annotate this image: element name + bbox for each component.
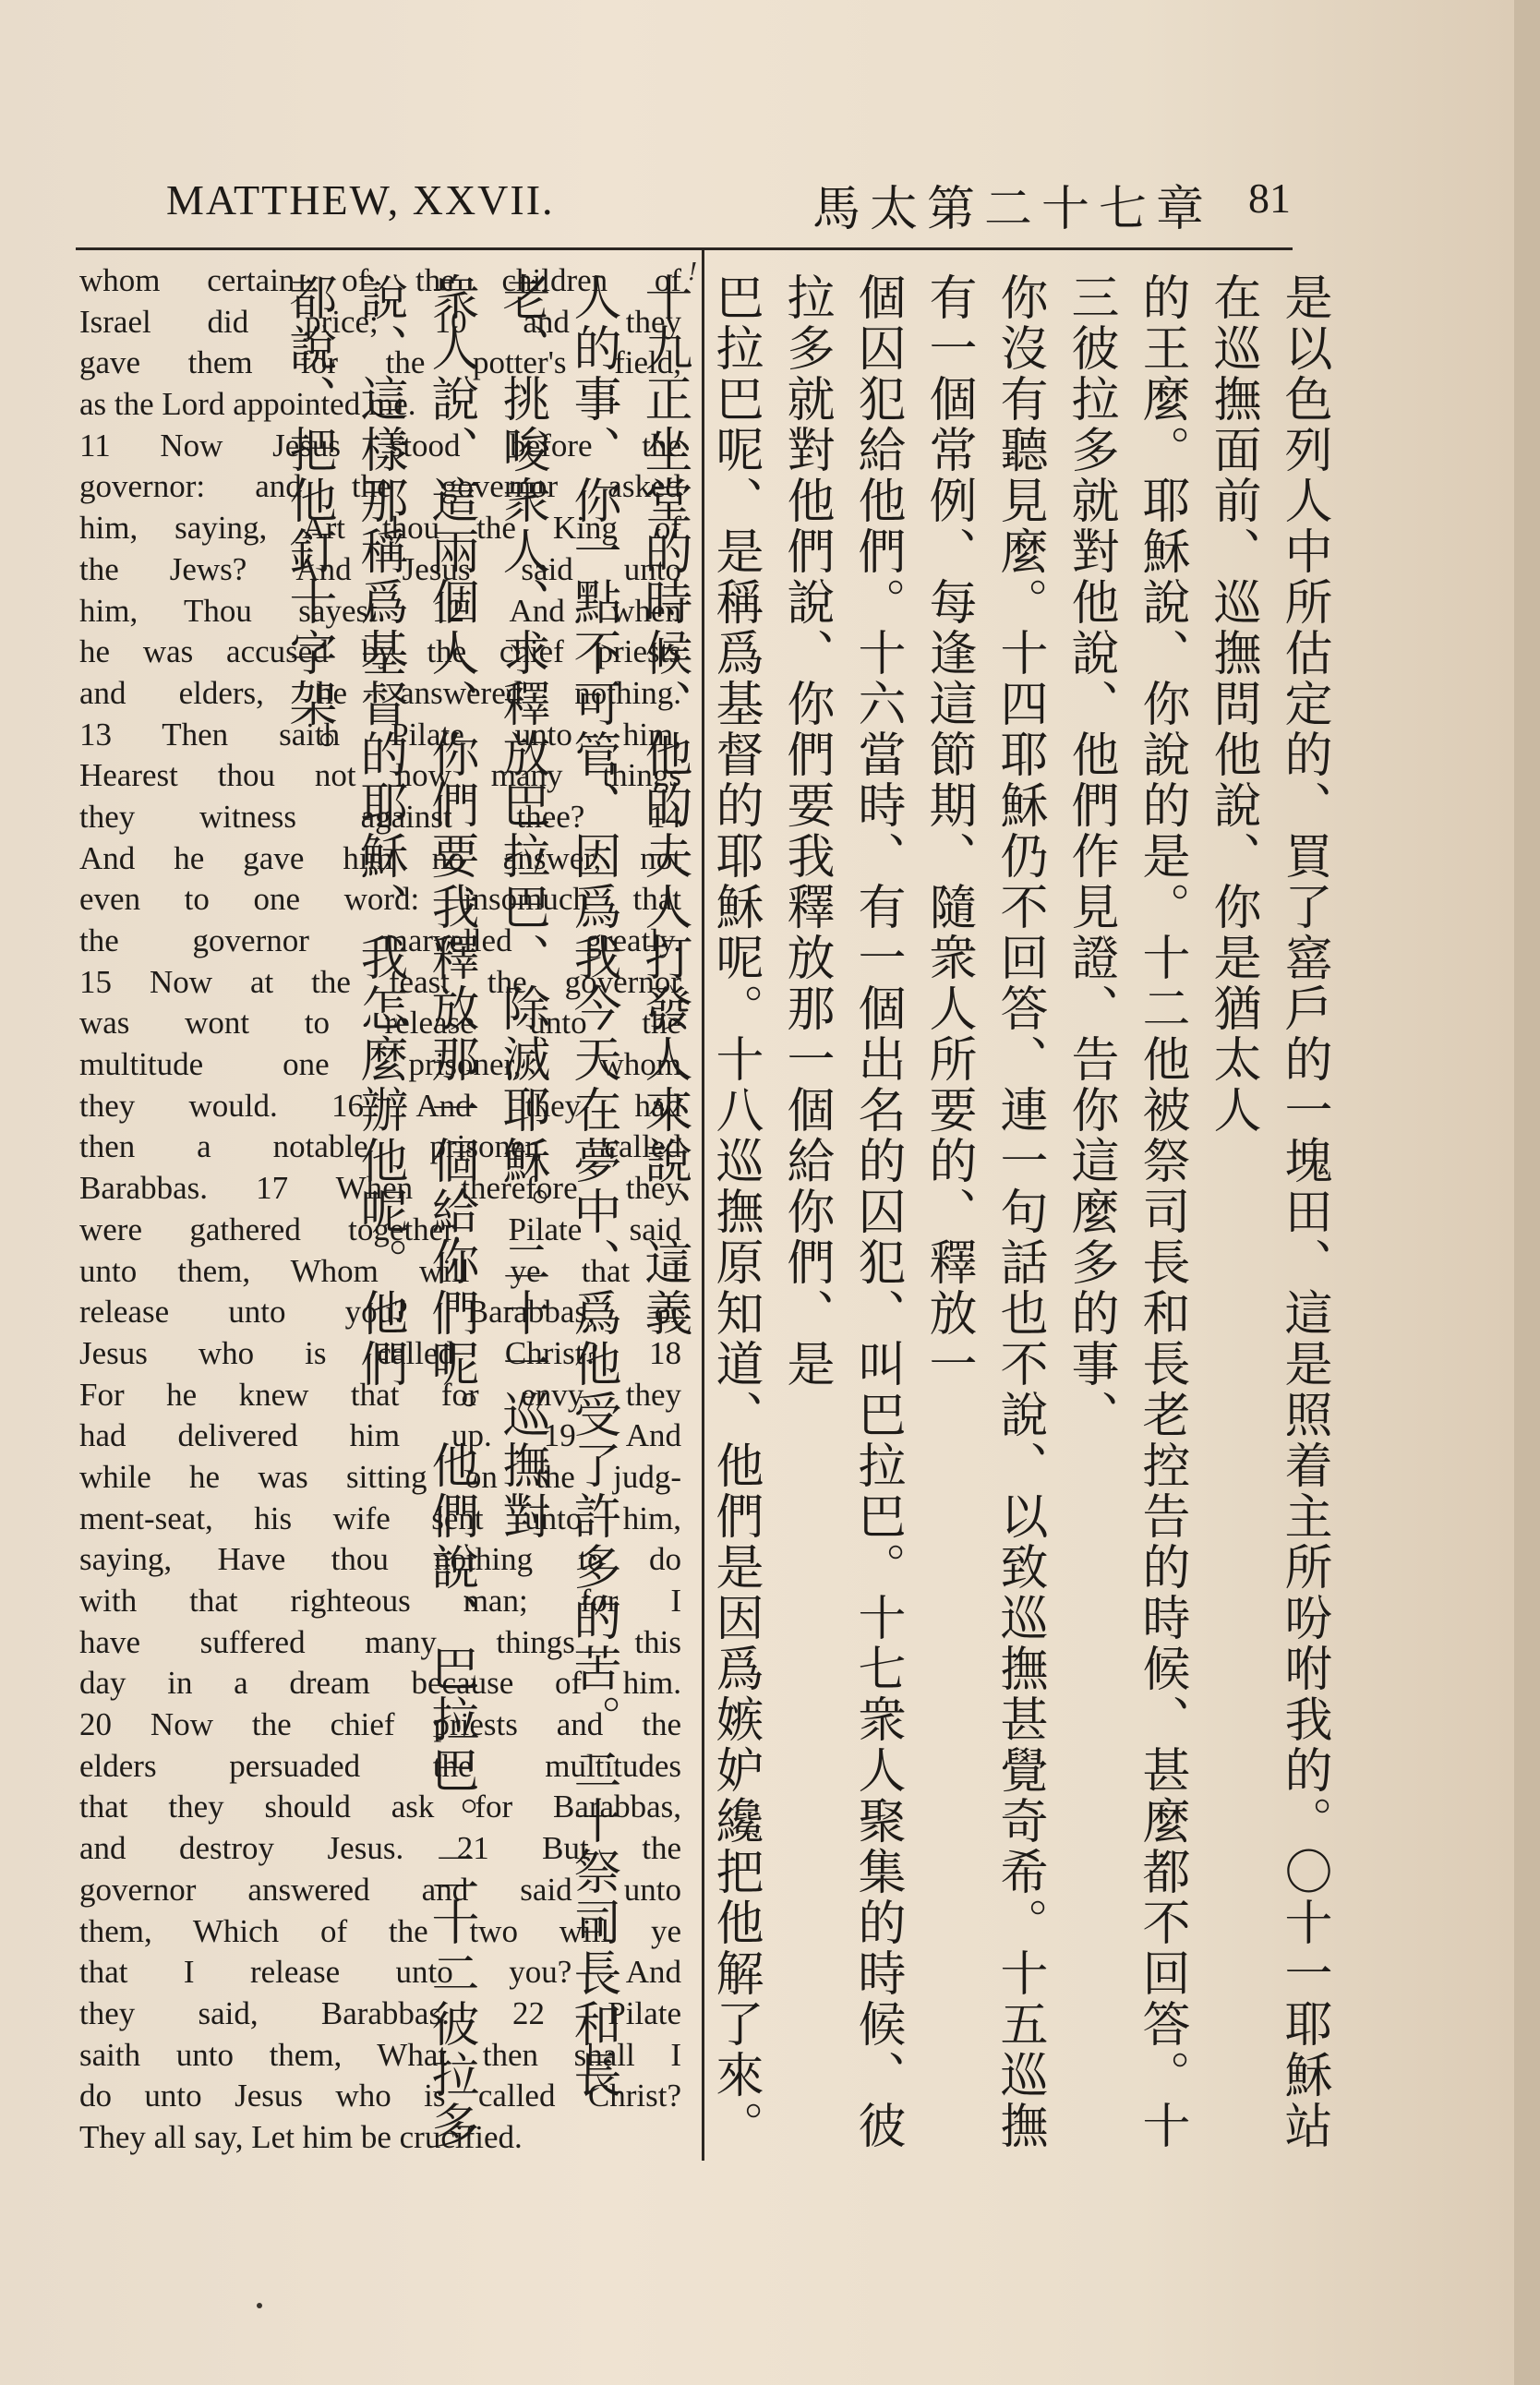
english-line: and destroy Jesus. 21 But the [79, 1830, 681, 1867]
english-line: governor: and the governor asked [79, 468, 681, 505]
english-line: the Jews? And Jesus said unto [79, 550, 681, 587]
english-line: with that righteous man; for I [79, 1583, 681, 1619]
divider-mark: ! [688, 259, 698, 286]
english-line: they said, Barabbas. 22 Pilate [79, 1994, 681, 2031]
page-number: 81 [1248, 175, 1291, 222]
english-line: Israel did price; 10 and they [79, 303, 681, 340]
english-line: And he gave him no answer, not [79, 839, 681, 876]
english-line: them, Which of the two will ye [79, 1912, 681, 1949]
english-line: day in a dream because of him. [79, 1665, 681, 1702]
english-line: ment-seat, his wife sent unto him, [79, 1500, 681, 1536]
english-line: They all say, Let him be crucified. [79, 2118, 523, 2155]
running-head [0, 166, 1514, 240]
english-line: that I release unto you? And [79, 1954, 681, 1991]
chinese-column: 巴拉巴呢、是稱爲基督的耶穌呢。十八巡撫原知道、他們是因爲嫉妒纔把他解了來。十九正坐堂的時候、他的夫人打發人來說、這義 [636, 272, 763, 2151]
english-line: they witness against thee? 14 [79, 798, 681, 835]
english-line: had delivered him up. 19 And [79, 1417, 681, 1454]
english-line: even to one word: insomuch that [79, 881, 681, 918]
chinese-column: 人的事、你一點不可管、因爲我今天在夢中、爲他受了許多的苦。二十祭司長和長老、挑唆衆人、求釋放巴拉巴、除滅耶穌。二十一巡撫對 [494, 272, 620, 2101]
chinese-column: 都說、把他釘十字架。 [281, 272, 336, 780]
chinese-column: 你沒有聽見麼。十四耶穌仍不回答、連一句話也不說、以致巡撫甚覺奇希。十五巡撫有一個常例、每逢這節期、隨衆人所要的、釋放一 [920, 272, 1047, 2151]
english-line: and elders, he answered nothing. [79, 674, 681, 711]
english-line: him, saying, Art thou the King of [79, 510, 681, 547]
english-line: while he was sitting on the judg- [79, 1458, 681, 1495]
english-line: as the Lord appointed me. [79, 386, 416, 423]
english-line: saying, Have thou nothing to do [79, 1541, 681, 1578]
english-line: the governor marvelled greatly. [79, 922, 681, 958]
print-speck [257, 2303, 262, 2308]
english-line: him, Thou sayest. 12 And when [79, 592, 681, 629]
english-line: 15 Now at the feast the governor [79, 963, 681, 1000]
english-line: have suffered many things this [79, 1623, 681, 1660]
english-line: were gathered together, Pilate said [79, 1211, 681, 1247]
english-line: whom certain of the children of [79, 262, 681, 298]
english-running-title: MATTHEW, XXVII. [166, 176, 555, 223]
english-line: governor answered and said unto [79, 1871, 681, 1908]
english-line: saith unto them, What then shall I [79, 2036, 681, 2073]
english-line: gave them for the potter's field, [79, 344, 681, 381]
header-rule [76, 247, 1293, 250]
english-line: multitude one prisoner, whom [79, 1046, 681, 1083]
chinese-column: 個囚犯給他們。十六當時、有一個出名的囚犯、叫巴拉巴。十七衆人聚集的時候、彼拉多就對他們說、你們要我釋放那一個給你們、是 [778, 272, 905, 2151]
english-line: Jesus who is called Christ? 18 [79, 1334, 681, 1371]
chinese-column: 衆人說、這兩個人、你們要我釋放那一個給你們呢。他們說、巴拉巴。二十二彼拉多說、這樣那稱爲基督的耶穌、我怎麼辦他呢。他們 [352, 272, 478, 2151]
english-line: Barabbas. 17 When therefore they [79, 1170, 681, 1207]
english-line: was wont to release unto the [79, 1005, 681, 1042]
english-line: elders persuaded the multitudes [79, 1747, 681, 1784]
english-line: 20 Now the chief priests and the [79, 1706, 681, 1743]
english-line: he was accused by the chief priests [79, 633, 681, 670]
chinese-running-title: 馬太第二十七章 [812, 182, 1214, 237]
english-line: Hearest thou not how many things [79, 757, 681, 794]
english-line: 11 Now Jesus stood before the [79, 427, 681, 464]
english-line: 13 Then saith Pilate unto him, [79, 716, 681, 753]
chinese-column: 是以色列人中所估定的、買了窰戶的一塊田、這是照着主所吩咐我的。〇十一耶穌站在巡撫面前、巡撫問他說、你是猶太人 [1205, 272, 1331, 2151]
english-line: that they should ask for Barabbas, [79, 1789, 681, 1825]
english-line: do unto Jesus who is called Christ? [79, 2078, 681, 2114]
english-line: then a notable prisoner, called [79, 1128, 681, 1165]
english-line: they would. 16 And they had [79, 1087, 681, 1124]
english-line: For he knew that for envy they [79, 1376, 681, 1413]
chinese-column: 的王麼。耶穌說、你說的是。十二他被祭司長和長老控告的時候、甚麼都不回答。十三彼拉多就對他說、他們作見證、告你這麼多的事、 [1063, 272, 1189, 2151]
english-line: release unto you? Barabbas, or [79, 1294, 681, 1331]
english-line: unto them, Whom will ye that I [79, 1252, 681, 1289]
